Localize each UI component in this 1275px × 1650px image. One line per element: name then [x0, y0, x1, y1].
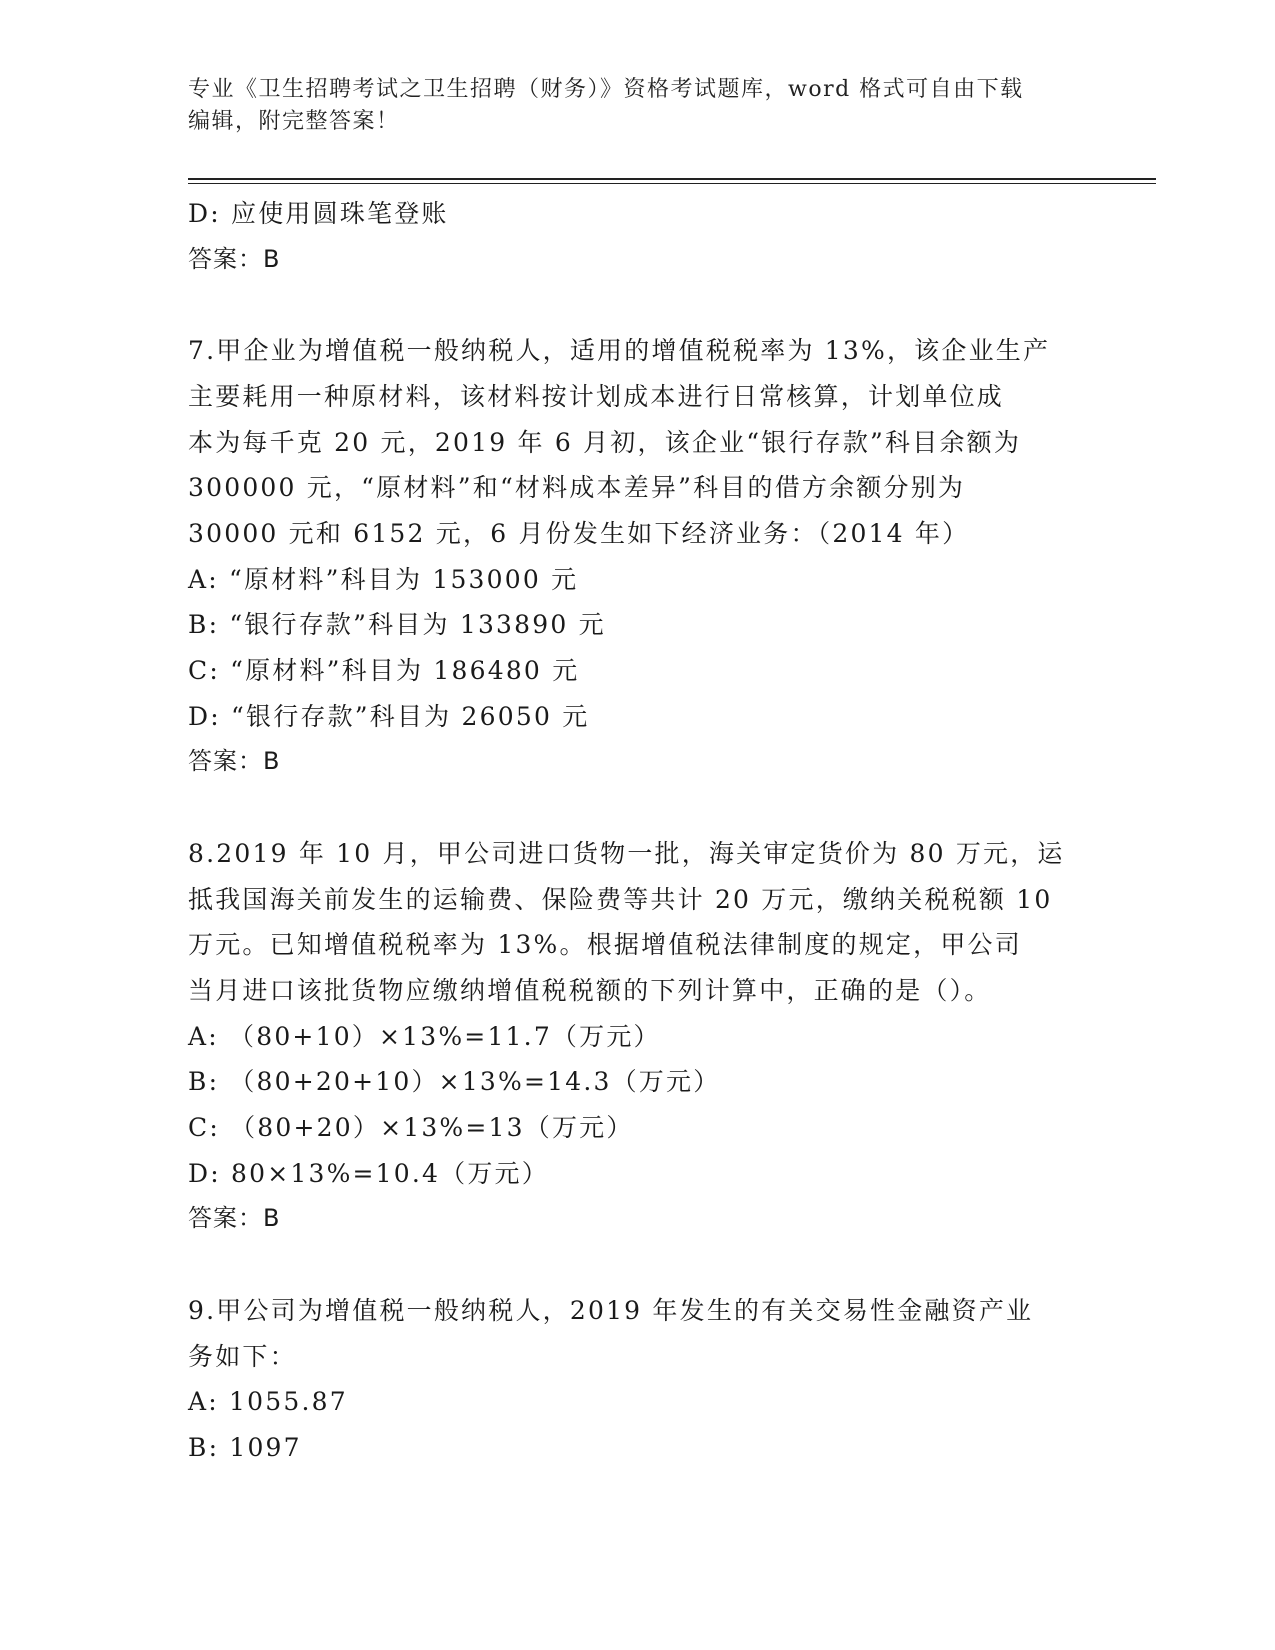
q9-option-b: B: 1097 — [188, 1432, 302, 1462]
spacer — [188, 785, 1088, 831]
q8-stem-line-3: 万元。已知增值税税率为 13%。根据增值税法律制度的规定，甲公司 — [188, 930, 1022, 960]
q7-option-d: D: “银行存款”科目为 26050 元 — [188, 701, 590, 731]
header-line-2: 编辑，附完整答案！ — [188, 109, 400, 134]
q7-stem-line-5: 30000 元和 6152 元，6 月份发生如下经济业务：（2014 年） — [188, 518, 970, 548]
page-header — [188, 74, 1088, 138]
q8-option-c: C: （80+20）×13%=13（万元） — [188, 1113, 634, 1143]
q8-stem-line-1: 8.2019 年 10 月，甲公司进口货物一批，海关审定货价为 80 万元，运 — [188, 838, 1065, 868]
question-content — [188, 191, 1088, 1471]
q8-option-b: B: （80+20+10）×13%=14.3（万元） — [188, 1067, 721, 1097]
q9-stem-line-1: 9.甲公司为增值税一般纳税人，2019 年发生的有关交易性金融资产业 — [188, 1295, 1034, 1325]
q7-stem-line-1: 7.甲企业为增值税一般纳税人，适用的增值税税率为 13%，该企业生产 — [188, 336, 1051, 366]
q7-stem-line-4: 300000 元，“原材料”和“材料成本差异”科目的借方余额分别为 — [188, 473, 966, 503]
prev-answer: 答案：B — [188, 244, 281, 273]
header-line-1: 专业《卫生招聘考试之卫生招聘（财务）》资格考试题库，word 格式可自由下载 — [188, 77, 1024, 102]
q8-stem-line-4: 当月进口该批货物应缴纳增值税税额的下列计算中，正确的是（）。 — [188, 975, 992, 1005]
header-divider-thick — [188, 178, 1156, 180]
q7-stem-line-3: 本为每千克 20 元，2019 年 6 月初，该企业“银行存款”科目余额为 — [188, 427, 1022, 457]
spacer — [188, 282, 1088, 328]
q8-stem-line-2: 抵我国海关前发生的运输费、保险费等共计 20 万元，缴纳关税税额 10 — [188, 884, 1053, 914]
q7-answer: 答案：B — [188, 747, 281, 776]
q8-answer: 答案：B — [188, 1204, 281, 1233]
spacer — [188, 1242, 1088, 1288]
q7-option-b: B: “银行存款”科目为 133890 元 — [188, 610, 606, 640]
q7-stem-line-2: 主要耗用一种原材料，该材料按计划成本进行日常核算，计划单位成 — [188, 381, 1005, 411]
prev-option-d: D: 应使用圆珠笔登账 — [188, 199, 449, 228]
q9-stem-line-2: 务如下： — [188, 1341, 297, 1371]
q7-option-a: A: “原材料”科目为 153000 元 — [188, 564, 579, 594]
header-divider-thin — [188, 183, 1156, 184]
q8-option-d: D: 80×13%=10.4（万元） — [188, 1158, 549, 1188]
q7-option-c: C: “原材料”科目为 186480 元 — [188, 656, 580, 686]
q9-option-a: A: 1055.87 — [188, 1387, 348, 1417]
q8-option-a: A: （80+10）×13%=11.7（万元） — [188, 1021, 661, 1051]
